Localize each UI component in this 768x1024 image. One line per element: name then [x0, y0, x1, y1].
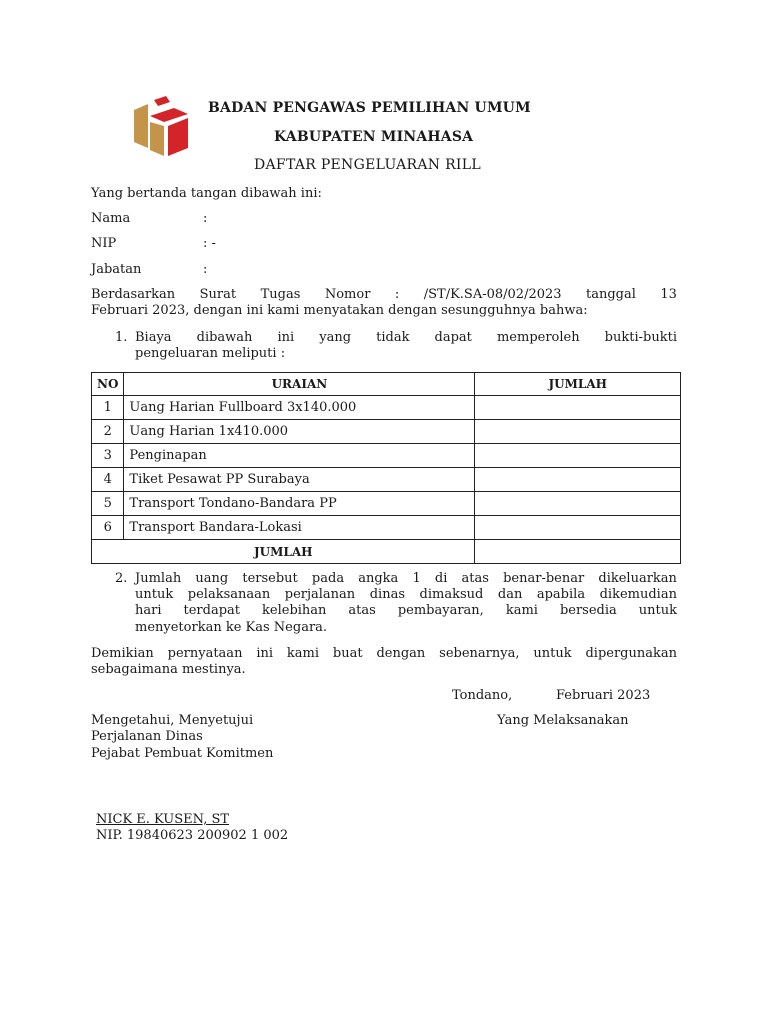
document-title: DAFTAR PENGELUARAN RILL — [254, 157, 481, 173]
point-2-line-1: Jumlah uang tersebut pada angka 1 di atas benar-benar dikeluarkan — [135, 571, 677, 586]
approver-line-2: Perjalanan Dinas — [91, 729, 203, 744]
intro-text: Yang bertanda tangan dibawah ini: — [91, 186, 322, 201]
official-name: NICK E. KUSEN, ST — [96, 812, 230, 827]
point-2-line-3: hari terdapat kelebihan atas pembayaran, kami bersedia untuk — [135, 603, 677, 618]
row-no: 4 — [92, 468, 124, 492]
row-uraian: Tiket Pesawat PP Surabaya — [124, 468, 475, 492]
sign-date: Februari 2023 — [556, 688, 651, 703]
table-row — [92, 516, 681, 540]
row-jumlah — [475, 468, 681, 492]
field-label-jabatan: Jabatan — [91, 262, 142, 277]
row-uraian: Transport Tondano-Bandara PP — [124, 492, 475, 516]
point-2-number: 2. — [115, 571, 128, 586]
row-no: 5 — [92, 492, 124, 516]
executor-label: Yang Melaksanakan — [497, 713, 629, 728]
table-row — [92, 492, 681, 516]
row-uraian: Penginapan — [124, 444, 475, 468]
row-no: 3 — [92, 444, 124, 468]
approver-line-1: Mengetahui, Menyetujui — [91, 713, 254, 728]
closing-line-1: Demikian pernyataan ini kami buat dengan sebenarnya, untuk dipergunakan — [91, 646, 677, 661]
point-2-line-4: menyetorkan ke Kas Negara. — [135, 620, 328, 635]
official-nip: NIP. 19840623 200902 1 002 — [96, 828, 289, 843]
field-label-nip: NIP — [91, 236, 117, 251]
approver-line-3: Pejabat Pembuat Komitmen — [91, 746, 274, 761]
row-jumlah — [475, 396, 681, 420]
header-no: NO — [92, 373, 124, 396]
table-total-row — [92, 540, 681, 564]
field-value-nama: : — [203, 211, 208, 226]
point-1-line-1: Biaya dibawah ini yang tidak dapat memperoleh bukti-bukti — [135, 330, 677, 345]
table-row — [92, 444, 681, 468]
header-uraian: URAIAN — [124, 373, 475, 396]
field-label-nama: Nama — [91, 211, 131, 226]
row-jumlah — [475, 492, 681, 516]
table-header-row — [92, 373, 681, 396]
expense-table — [91, 372, 681, 564]
row-no: 1 — [92, 396, 124, 420]
row-no: 6 — [92, 516, 124, 540]
table-row — [92, 396, 681, 420]
total-label: JUMLAH — [92, 540, 475, 564]
row-jumlah — [475, 444, 681, 468]
field-value-jabatan: : — [203, 262, 208, 277]
basis-line-1: Berdasarkan Surat Tugas Nomor : /ST/K.SA-08/02/2023 tanggal 13 — [91, 287, 677, 302]
agency-region: KABUPATEN MINAHASA — [274, 129, 474, 145]
agency-name: BADAN PENGAWAS PEMILIHAN UMUM — [208, 100, 531, 116]
table-row — [92, 468, 681, 492]
point-1-line-2: pengeluaran meliputi : — [135, 346, 286, 361]
row-jumlah — [475, 420, 681, 444]
bawaslu-logo — [130, 96, 192, 158]
closing-line-2: sebagaimana mestinya. — [91, 662, 246, 677]
row-uraian: Transport Bandara-Lokasi — [124, 516, 475, 540]
total-value — [475, 540, 681, 564]
table-row — [92, 420, 681, 444]
header-jumlah: JUMLAH — [475, 373, 681, 396]
point-1-number: 1. — [115, 330, 128, 345]
field-value-nip: : - — [203, 236, 216, 251]
row-no: 2 — [92, 420, 124, 444]
point-2-line-2: untuk pelaksanaan perjalanan dinas dimaksud dan apabila dikemudian — [135, 587, 677, 602]
basis-line-2: Februari 2023, dengan ini kami menyatakan dengan sesungguhnya bahwa: — [91, 303, 588, 318]
row-jumlah — [475, 516, 681, 540]
row-uraian: Uang Harian Fullboard 3x140.000 — [124, 396, 475, 420]
row-uraian: Uang Harian 1x410.000 — [124, 420, 475, 444]
sign-place: Tondano, — [452, 688, 513, 703]
